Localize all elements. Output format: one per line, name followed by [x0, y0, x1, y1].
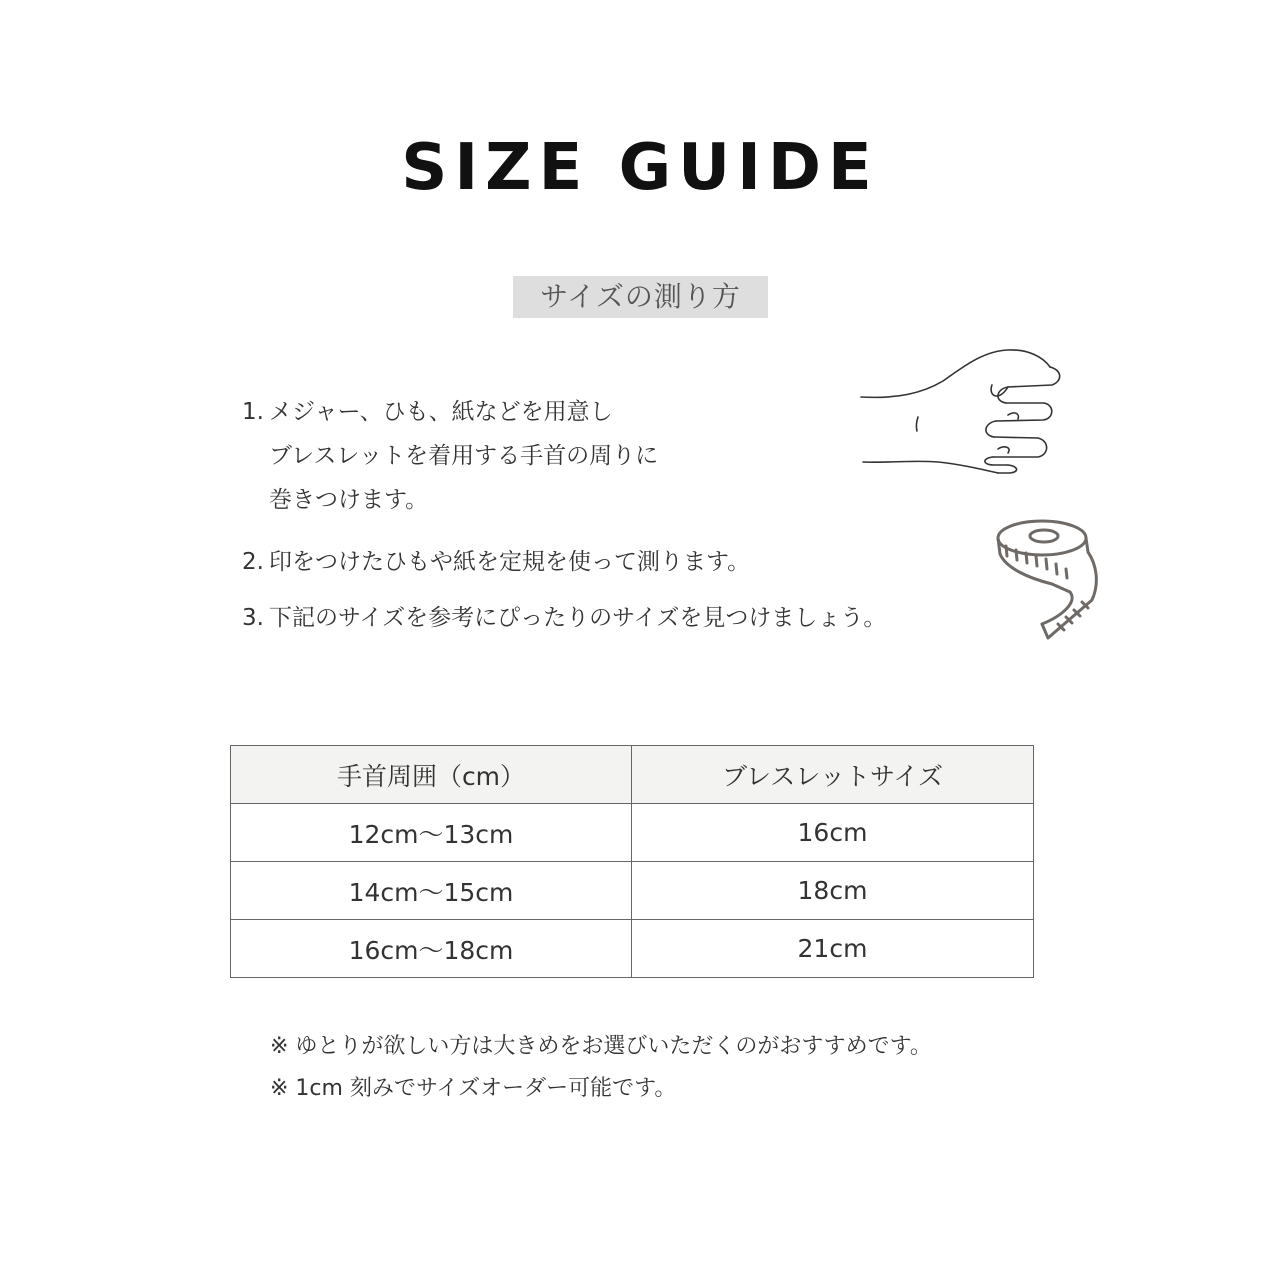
step-number: 3. [242, 605, 264, 631]
step-text: 巻きつけます。 [269, 487, 429, 513]
wrist-cell: 12cm〜13cm [231, 804, 632, 862]
note-line: ※ 1cm 刻みでサイズオーダー可能です。 [270, 1076, 677, 1101]
table-row [231, 804, 1034, 862]
wrist-cell: 14cm〜15cm [231, 862, 632, 920]
bracelet-cell: 21cm [632, 920, 1034, 978]
hand-fist-icon [858, 345, 1068, 475]
size-table [230, 745, 1034, 978]
step-text: 下記のサイズを参考にぴったりのサイズを見つけましょう。 [269, 605, 887, 631]
notes [270, 1026, 932, 1110]
step-1 [242, 390, 658, 522]
column-header-bracelet: ブレスレットサイズ [632, 746, 1034, 804]
section-subtitle: サイズの測り方 [513, 276, 768, 318]
table-header-row [231, 746, 1034, 804]
step-2 [242, 540, 750, 584]
table-row [231, 920, 1034, 978]
table-row [231, 862, 1034, 920]
bracelet-cell: 16cm [632, 804, 1034, 862]
wrist-cell: 16cm〜18cm [231, 920, 632, 978]
step-text: 印をつけたひもや紙を定規を使って測ります。 [269, 549, 751, 575]
step-number: 1. [242, 399, 264, 425]
page-title: SIZE GUIDE [401, 131, 879, 205]
step-text: メジャー、ひも、紙などを用意し [269, 399, 613, 425]
measuring-tape-icon [992, 512, 1102, 642]
step-number: 2. [242, 549, 264, 575]
bracelet-cell: 18cm [632, 862, 1034, 920]
step-3 [242, 596, 886, 640]
note-line: ※ ゆとりが欲しい方は大きめをお選びいただくのがおすすめです。 [270, 1034, 932, 1059]
column-header-wrist: 手首周囲（cm） [231, 746, 632, 804]
step-text: ブレスレットを着用する手首の周りに [269, 443, 659, 469]
